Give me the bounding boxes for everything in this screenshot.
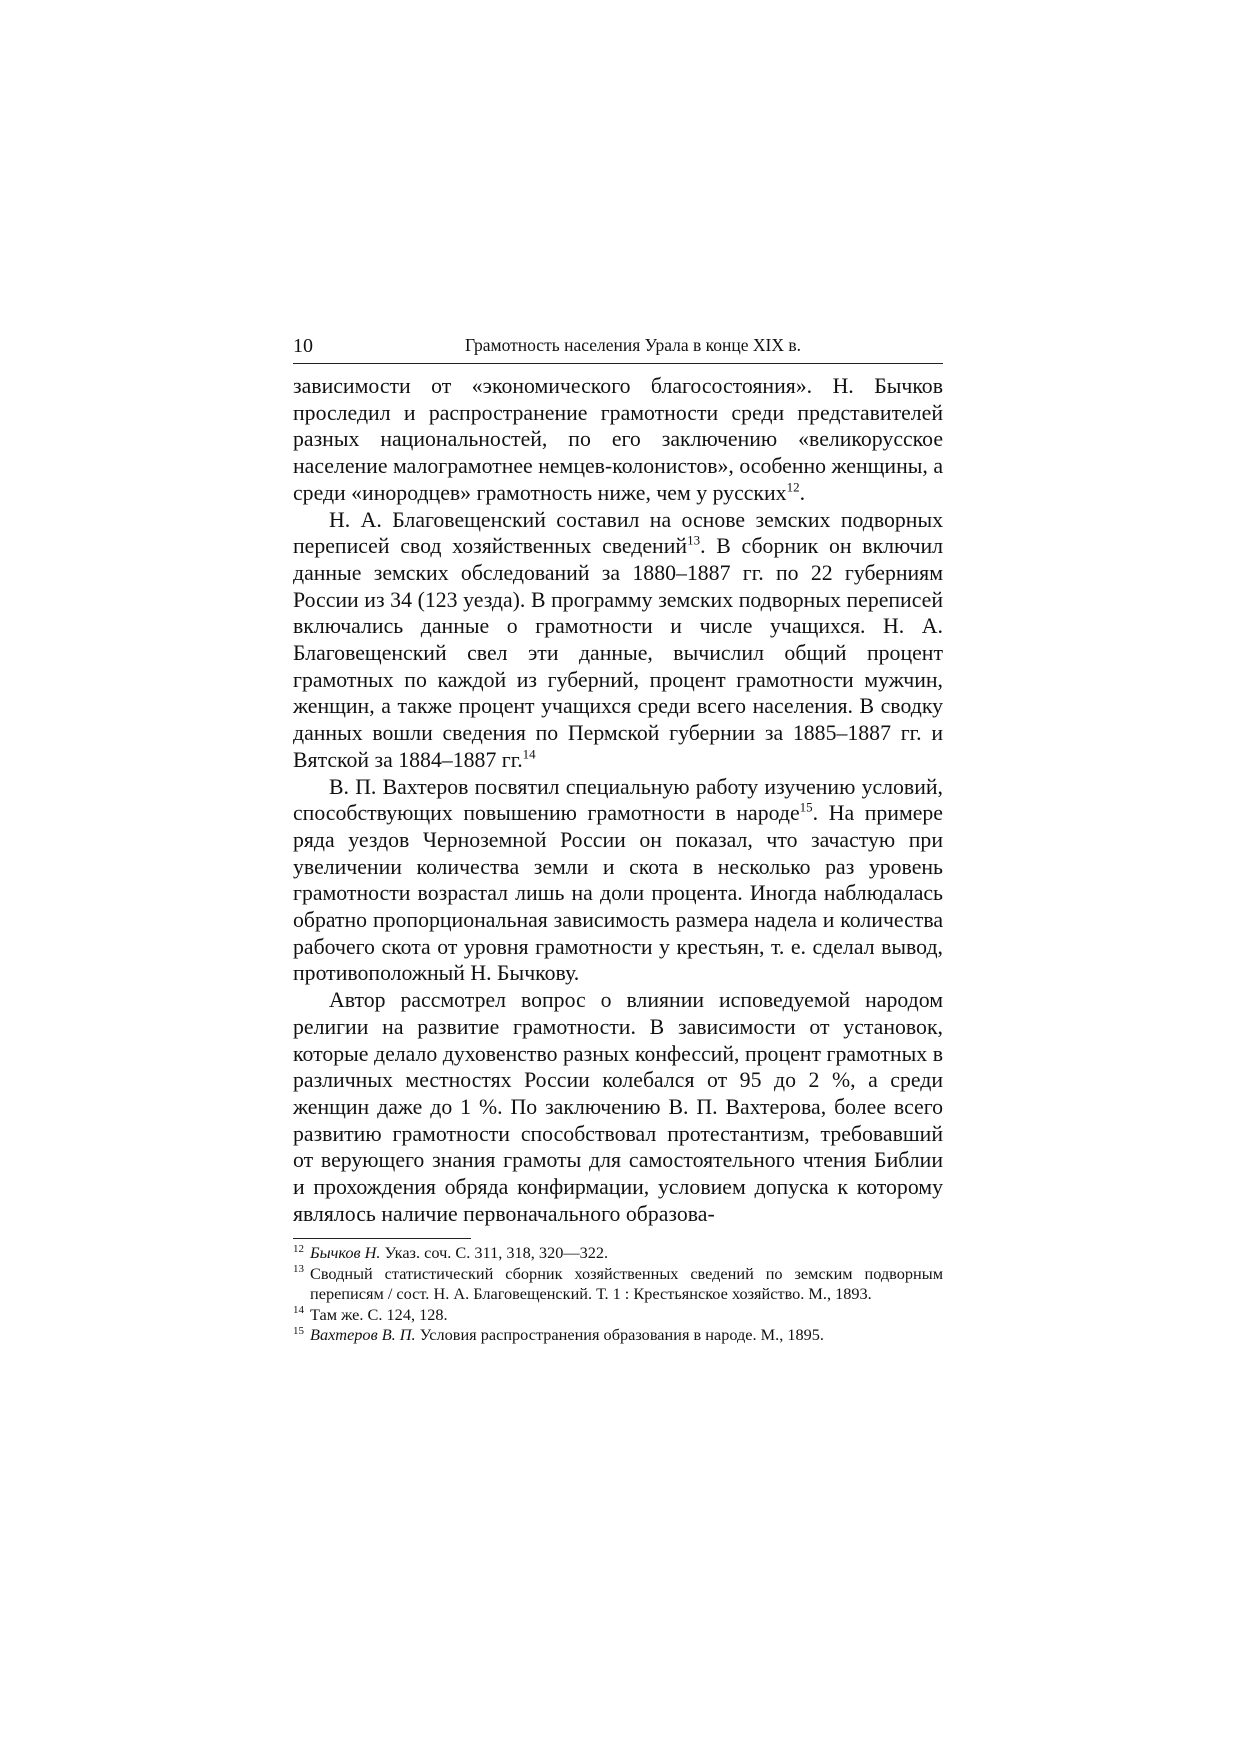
- paragraph-2-text-a: Н. А. Благовещенский составил на основе земских подворных переписей свод хозяйственных сведений: [293, 507, 943, 559]
- footnote-14: 14 Там же. С. 124, 128.: [293, 1304, 448, 1324]
- page-header: [293, 333, 943, 364]
- paragraph-1-tail: .: [799, 480, 806, 505]
- footnote-text: Там же. С. 124, 128.: [310, 1304, 448, 1324]
- paragraph-3: [293, 774, 943, 988]
- paragraph-3-text-a: В. П. Вахтеров посвятил специальную работу изучению условий, способствующих повышению грамотности в народе: [293, 774, 943, 826]
- footnote-author: Бычков Н.: [310, 1243, 381, 1262]
- footnote-13: 13 Сводный статистический сборник хозяйственных сведений по земским подворным переписям / сост. Н. А. Благовещенский. Т. 1 : Крестьянское хозяйство. М., 1893.: [293, 1263, 943, 1303]
- footnote-ref-15[interactable]: 15: [799, 799, 813, 815]
- running-title: Грамотность населения Урала в конце XIX в.: [464, 335, 802, 355]
- paragraph-1-text: зависимости от «экономического благосостояния». Н. Бычков проследил и распространение грамотности среди представителей разных национальностей, по его заключению «великорусское население малограмотнее немцев-колонистов», особенно женщины, а среди «инородцев» грамотность ниже, чем у русских: [293, 374, 943, 505]
- paragraph-3-text-b: . На примере ряда уездов Черноземной России он показал, что зачастую при увеличении количества земли и скота в несколько раз уровень грамотности возрастал лишь на доли процента. Иногда наблюдалась обратно пропорциональная зависимость размера надела и количества рабочего скота от уровня грамотности у крестьян, т. е. сделал вывод, противоположный Н. Бычкову.: [293, 801, 943, 986]
- paragraph-2: [293, 507, 943, 774]
- footnote-text: Сводный статистический сборник хозяйственных сведений по земским подворным переписям / сост. Н. А. Благовещенский. Т. 1 : Крестьянское хозяйство. М., 1893.: [310, 1263, 943, 1303]
- page-number: 10: [293, 335, 313, 357]
- footnote-author: Вахтеров В. П.: [310, 1325, 416, 1344]
- footnote-ref-12[interactable]: 12: [786, 479, 800, 495]
- paragraph-2-text-b: . В сборник он включил данные земских обследований за 1880–1887 гг. по 22 губерниям России из 34 (123 уезда). В программу земских подворных переписей включались данные о грамотности и числе учащихся. Н. А. Благовещенский свел эти данные, вычислил общий процент грамотных по каждой из губерний, процент грамотности мужчин, женщин, а также процент учащихся среди всего населения. В сводку данных вошли сведения по Пермской губернии за 1885–1887 гг. и Вятской за 1884–1887 гг.: [293, 534, 943, 772]
- paragraph-4: [293, 987, 943, 1227]
- footnotes: [293, 1243, 943, 1346]
- footnote-ref-13[interactable]: 13: [687, 532, 701, 548]
- footnote-12: 12 Бычков Н. Указ. соч. С. 311, 318, 320—322.: [293, 1242, 609, 1262]
- footnote-text: Указ. соч. С. 311, 318, 320—322.: [380, 1243, 609, 1262]
- paragraph-1: [293, 373, 943, 507]
- paragraph-4-text: Автор рассмотрел вопрос о влиянии исповедуемой народом религии на развитие грамотности. В зависимости от установок, которые делало духовенство разных конфессий, процент грамотных в различных местностях России колебался от 95 до 2 %, а среди женщин даже до 1 %. По заключению В. П. Вахтерова, более всего развитию грамотности способствовал протестантизм, требовавший от верующего знания грамоты для самостоятельного чтения Библии и прохождения обряда конфирмации, условием допуска к которому являлось наличие первоначального образова-: [293, 988, 943, 1226]
- footnote-ref-14[interactable]: 14: [522, 746, 536, 762]
- main-text: [293, 373, 943, 1228]
- footnote-15: 15 Вахтеров В. П. Условия распространения образования в народе. М., 1895.: [293, 1324, 824, 1344]
- footnote-text: Условия распространения образования в народе. М., 1895.: [415, 1325, 824, 1344]
- footnote-divider: [293, 1238, 471, 1239]
